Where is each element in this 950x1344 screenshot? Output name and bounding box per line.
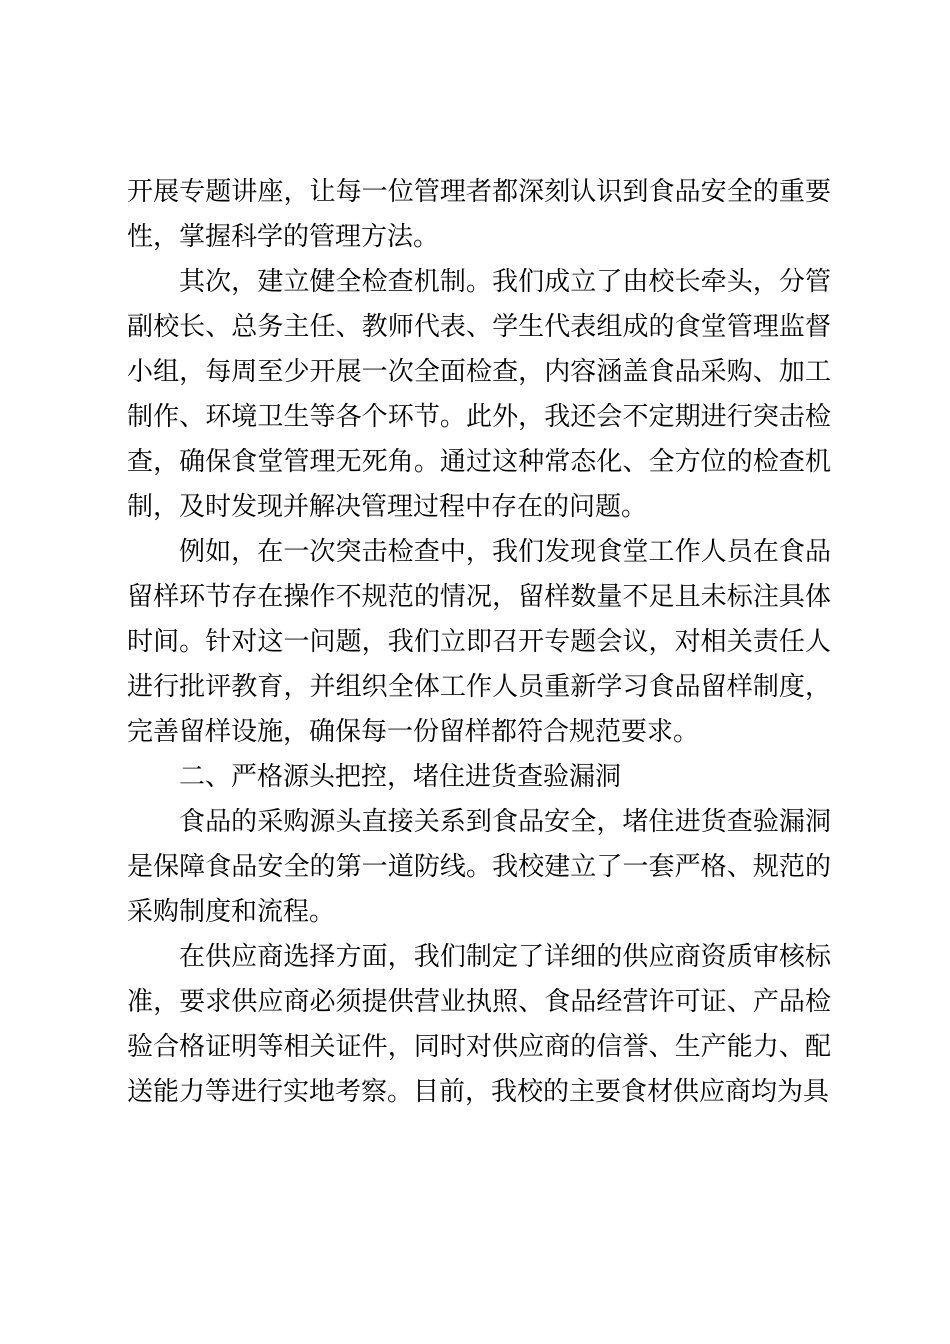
paragraph-procurement-source: 食品的采购源头直接关系到食品安全，堵住进货查验漏洞是保障食品安全的第一道防线。我校建立了一套严格、规范的采购制度和流程。 [127, 807, 831, 927]
paragraph-example: 例如，在一次突击检查中，我们发现食堂工作人员在食品留样环节存在操作不规范的情况，留样数量不足且未标注具体时间。针对这一问题，我们立即召开专题会议，对相关责任人进行批评教育，并组织全体工作人员重新学习食品留样制度，完善留样设施，确保每一份留样都符合规范要求。 [127, 537, 831, 747]
paragraph-inspection-mechanism: 其次，建立健全检查机制。我们成立了由校长牵头，分管副校长、总务主任、教师代表、学生代表组成的食堂管理监督小组，每周至少开展一次全面检查，内容涵盖食品采购、加工制作、环境卫生等各个环节。此外，我还会不定期进行突击检查，确保食堂管理无死角。通过这种常态化、全方位的检查机制，及时发现并解决管理过程中存在的问题。 [127, 267, 831, 522]
paragraph-supplier-selection: 在供应商选择方面，我们制定了详细的供应商资质审核标准，要求供应商必须提供营业执照、食品经营许可证、产品检验合格证明等相关证件，同时对供应商的信誉、生产能力、配送能力等进行实地考察。目前，我校的主要食材供应商均为具 [127, 942, 831, 1107]
section-heading: 二、严格源头把控，堵住进货查验漏洞 [179, 762, 622, 792]
paragraph-continuation: 开展专题讲座，让每一位管理者都深刻认识到食品安全的重要性，掌握科学的管理方法。 [127, 177, 831, 252]
document-page [127, 170, 831, 1115]
